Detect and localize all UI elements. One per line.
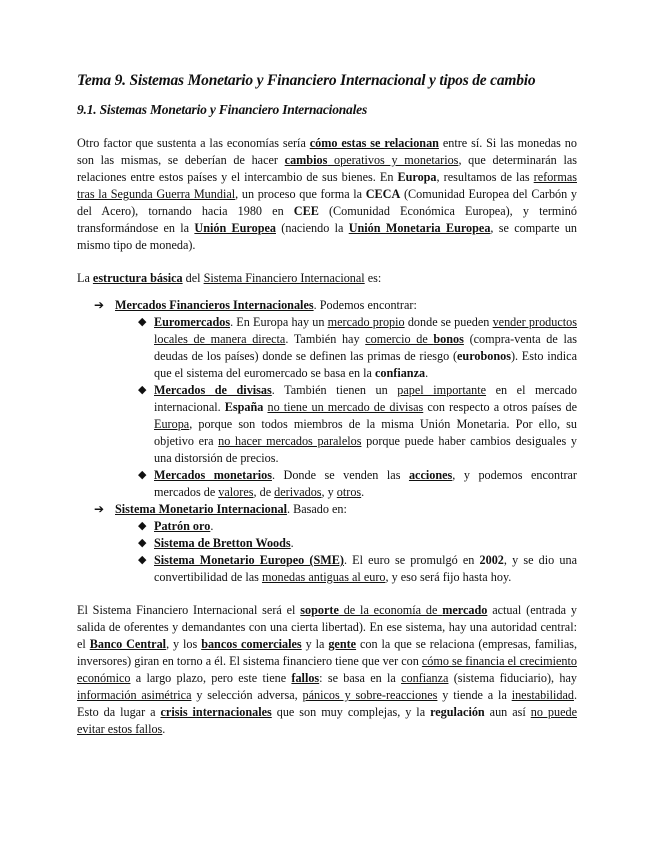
list-item-mercados-divisas: ◆ Mercados de divisas. También tienen un papel importante en el mercado internacional. España no tiene un mercado de divisas con respecto a otros países de Europa, porque son todos miembros de la misma Unión Monetaria. Por ello, su objetivo era no hacer mercados paralelos porque puede haber cambios desiguales y una distorsión de precios. [138,383,578,465]
intro-paragraph: Otro factor que sustenta a las economías sería cómo estas se relacionan entre sí. Si las monedas no son las mismas, se deberían de hacer cambios operativos y monetarios, que determinarán las relaciones entre estos países y el intercambio de sus bienes. En Europa, resultamos de las reformas tras la Segunda Guerra Mundial, un proceso que forma la CECA (Comunidad Europea del Carbón y del Acero), tornando hacia 1980 en CEE (Comunidad Económica Europea), y terminó transformándose en la Unión Europea (naciendo la Unión Monetaria Europea, se comparte un mismo tipo de moneda). [77,136,578,252]
structure-paragraph: La estructura básica del Sistema Financiero Internacional es: [77,271,382,285]
arrow-icon: ➔ [94,298,105,312]
page-title: Tema 9. Sistemas Monetario y Financiero Internacional y tipos de cambio [77,72,536,89]
closing-paragraph: El Sistema Financiero Internacional será el soporte de la economía de mercado actual (entrada y salida de oferentes y demandantes con una cierta libertad). En ese sistema, hay una autoridad central: el Banco Central, y los bancos comerciales y la gente con la que se relaciona (empresas, familias, inversores) giran en torno a él. El sistema financiero tiene que ver con cómo se financia el crecimiento económico a largo plazo, pero este tiene fallos: se basa en la confianza (sistema fiduciario), hay información asimétrica y selección adversa, pánicos y sobre-reacciones y tiende a la inestabilidad. Esto da lugar a crisis internacionales que son muy complejas, y la regulación aun así no puede evitar estos fallos. [77,603,578,736]
list-item-sistema-monetario: ➔ Sistema Monetario Internacional. Basado en: ◆ Patrón oro. ◆ Sistema de Bretton Woods. ◆ Sistema Monetario Europeo (SME). El euro se promulgó en 2002, y se dio una convertibilidad de las monedas antiguas al euro, y eso será fijo hasta hoy. [94,502,577,584]
list-item-patron-oro: ◆ Patrón oro. [138,519,214,533]
diamond-bullet-icon: ◆ [138,537,147,549]
diamond-bullet-icon: ◆ [138,469,147,481]
sublist-mercados [115,314,577,501]
diamond-bullet-icon: ◆ [138,384,147,396]
diamond-bullet-icon: ◆ [138,520,147,532]
structure-list [77,297,577,586]
arrow-icon: ➔ [94,502,105,516]
list-item-mercados-financieros: ➔ Mercados Financieros Internacionales. Podemos encontrar: ◆ Euromercados. En Europa hay un mercado propio donde se pueden vender productos locales de manera directa. También hay comercio de bonos (compra-venta de las deudas de los países) donde se definen las primas de riesgo (eurobonos). Esto indica que el sistema del euromercado se basa en la confianza. ◆ Mercados de divisas. También tienen un papel importante en el mercado internacional. España no tiene un mercado de divisas con respecto a otros países de Europa, porque son todos miembros de la misma Unión Monetaria. Por ello, su objetivo era no hacer mercados paralelos porque puede haber cambios desiguales y una distorsión de precios. ◆ Mercados monetarios. Donde se venden las acciones, y podemos encontrar mercados de valores, de derivados, y otros. [94,298,578,499]
list-item-euromercados: ◆ Euromercados. En Europa hay un mercado propio donde se pueden vender productos locales de manera directa. También hay comercio de bonos (compra-venta de las deudas de los países) donde se definen las primas de riesgo (eurobonos). Esto indica que el sistema del euromercado se basa en la confianza. [138,315,577,380]
list-item-mercados-monetarios: ◆ Mercados monetarios. Donde se venden las acciones, y podemos encontrar mercados de valores, de derivados, y otros. [138,468,577,499]
document-page [77,72,577,754]
list-item-bretton-woods: ◆ Sistema de Bretton Woods. [138,536,294,550]
sublist-sistema [115,518,577,586]
list-item-sme: ◆ Sistema Monetario Europeo (SME). El euro se promulgó en 2002, y se dio una convertibilidad de las monedas antiguas al euro, y eso será fijo hasta hoy. [138,553,577,584]
diamond-bullet-icon: ◆ [138,316,147,328]
section-heading: 9.1. Sistemas Monetario y Financiero Internacionales [77,102,368,117]
diamond-bullet-icon: ◆ [138,554,147,566]
